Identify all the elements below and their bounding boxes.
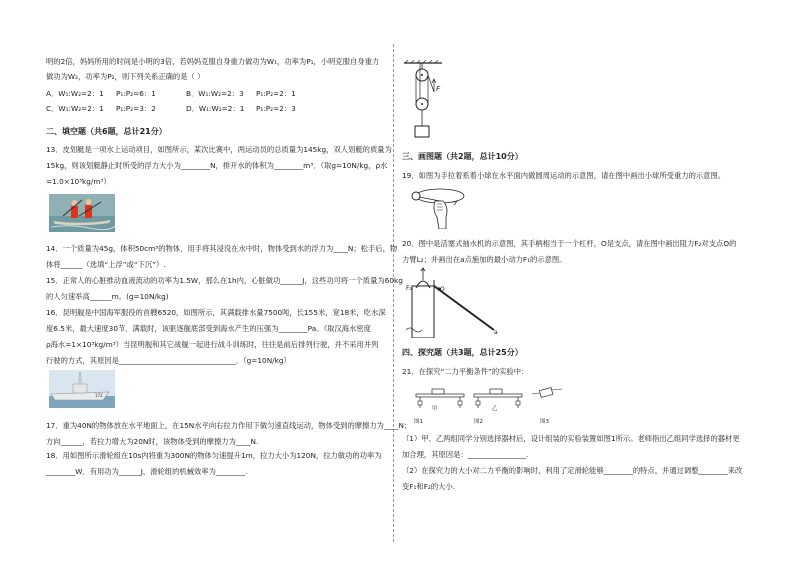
q14-line-2: 体将______（选填“上浮”或“下沉”）. (46, 260, 166, 269)
fig-caption-1: 图1 (414, 419, 423, 425)
svg-text:172: 172 (95, 393, 103, 398)
kayak-photo (49, 194, 115, 232)
q12-text-line-2: 做功为W₂，功率为P₂，则下列关系正确的是（ ） (46, 72, 205, 81)
section-3-title: 三、画图题（共2题，总计10分） (402, 152, 523, 161)
fig1-label-yi: 乙 (492, 406, 498, 412)
q12-option-d: D．W₁:W₂=2：1 (186, 104, 245, 113)
q12-option-b-power: P₁:P₂=2：1 (256, 89, 296, 98)
q21-part2-line-1: （2）在探究力的大小对二力平衡的影响时，利用了定滑轮能够________的特点，并通过调整________来改 (402, 466, 743, 475)
warship-photo (49, 370, 115, 408)
circular-motion-figure (406, 183, 466, 229)
pump-o-label: O (440, 286, 445, 293)
q16-line-2: 度6.5米，最大速度30节．满载时，该驱逐舰底部受到海水产生的压强为________Pa。（取汉海水密度 (46, 324, 371, 333)
q17-line-2: 方向______，若拉力增大为20N时，该物体受到的摩擦力为____N. (46, 437, 259, 446)
q12-text-line-1: 明的2倍，妈妈所用的时间是小明的3倍，若妈妈克服自身重力做功为W₁，功率为P₁，小明克服自身重力 (46, 57, 380, 66)
fig-caption-3: 图3 (540, 419, 549, 425)
section-2-title: 二、填空题（共6题，总计21分） (46, 127, 167, 136)
q12-option-a: A．W₁:W₂=2：1 (46, 89, 104, 98)
q12-option-b: B．W₁:W₂=2：3 (186, 89, 244, 98)
q21-intro: 21．在探究“二力平衡条件”的实验中： (402, 367, 529, 376)
q13-line-2: 15kg，则该划艇静止时所受的浮力大小为________N，排开水的体积为________m³．（取g=10N/kg，ρ水 (46, 161, 388, 170)
water-pump-figure (404, 266, 504, 338)
q16-line-4: 行驶的方式，其原因是________________________________．（g=10N/kg） (46, 356, 291, 365)
section-4-title: 四、探究题（共3题，总计25分） (402, 348, 523, 357)
q18-line-2: ________W．有用功为______J，滑轮组的机械效率为________. (46, 467, 248, 476)
fig1-label-jia: 甲 (432, 406, 438, 412)
q13-line-3: =1.0×10³kg/m³） (46, 177, 111, 186)
q16-line-3: ρ海水=1×10³kg/m³）当昆明舰和其它战舰一起进行战斗训练时，往往是前后排列行驶，并不采用并列 (46, 340, 379, 349)
q15-line-1: 15．正常人的心脏推动血液流动的功率为1.5W，那么在1h内，心脏做功______J，这些功可将一个质量为60kg (46, 276, 403, 285)
pulley-force-label: F (436, 84, 441, 93)
q12-option-a-power: P₁:P₂=6：1 (116, 89, 156, 98)
q19-text: 19．如图为手拉着系着小球在水平面内做圆周运动的示意图，请在图中画出小球所受重力的示意图。 (402, 171, 726, 180)
q20-line-1: 20．图中是活塞式抽水机的示意图，其手柄相当于一个杠杆，O是支点，请在图中画出阻力F₂对支点O的 (402, 239, 737, 248)
q15-line-2: 的人匀速举高______m。(g=10N/kg) (46, 292, 169, 301)
q18-line-1: 18．用如图所示滑轮组在10s内将重为300N的物体匀速提升1m，拉力大小为120N，拉力做功的功率为 (46, 451, 382, 460)
q16-line-1: 16．昆明舰是中国海军服役的首艘6520，如图所示，其满载排水量7500吨，长155米，宽18米，吃水深 (46, 308, 386, 317)
pump-a-label: a (494, 329, 498, 336)
fig-caption-2: 图2 (474, 419, 483, 425)
q12-option-c: C．W₁:W₂=2：1 (46, 104, 104, 113)
q21-part1-line-1: （1）甲、乙两组同学分别选择器材后，设计组装的实验装置如图1所示。老师指出乙组同学选择的器材更 (402, 434, 740, 443)
q14-line-1: 14．一个质量为45g，体积50cm³的物体，用手将其浸没在水中时，物体受到水的浮力为____N；松手后，物 (46, 244, 398, 253)
q13-line-1: 13．皮划艇是一项水上运动项目，如图所示，某次比赛中，两运动员的总质量为145kg，双人划艇的质量为 (46, 145, 392, 154)
q21-part1-line-2: 加合理，其原因是：________________. (402, 450, 529, 459)
figure-2-apparatus (532, 388, 562, 398)
pulley-system-figure (402, 60, 452, 144)
pump-f2-label: F₂ (406, 285, 412, 292)
q20-line-2: 力臂L₂；并画出在a点施加的最小动力F₁的示意图。 (402, 255, 567, 264)
q17-line-1: 17．重为40N的物体放在水平地面上，在15N水平向右拉力作用下做匀速直线运动，物体受到的摩擦力为____N； (46, 421, 412, 430)
column-divider (393, 44, 394, 542)
q12-option-d-power: P₁:P₂=2：3 (256, 104, 296, 113)
q21-part2-line-2: 变F₁和F₂的大小. (402, 482, 456, 491)
q12-option-c-power: P₁:P₂=3：2 (116, 104, 156, 113)
